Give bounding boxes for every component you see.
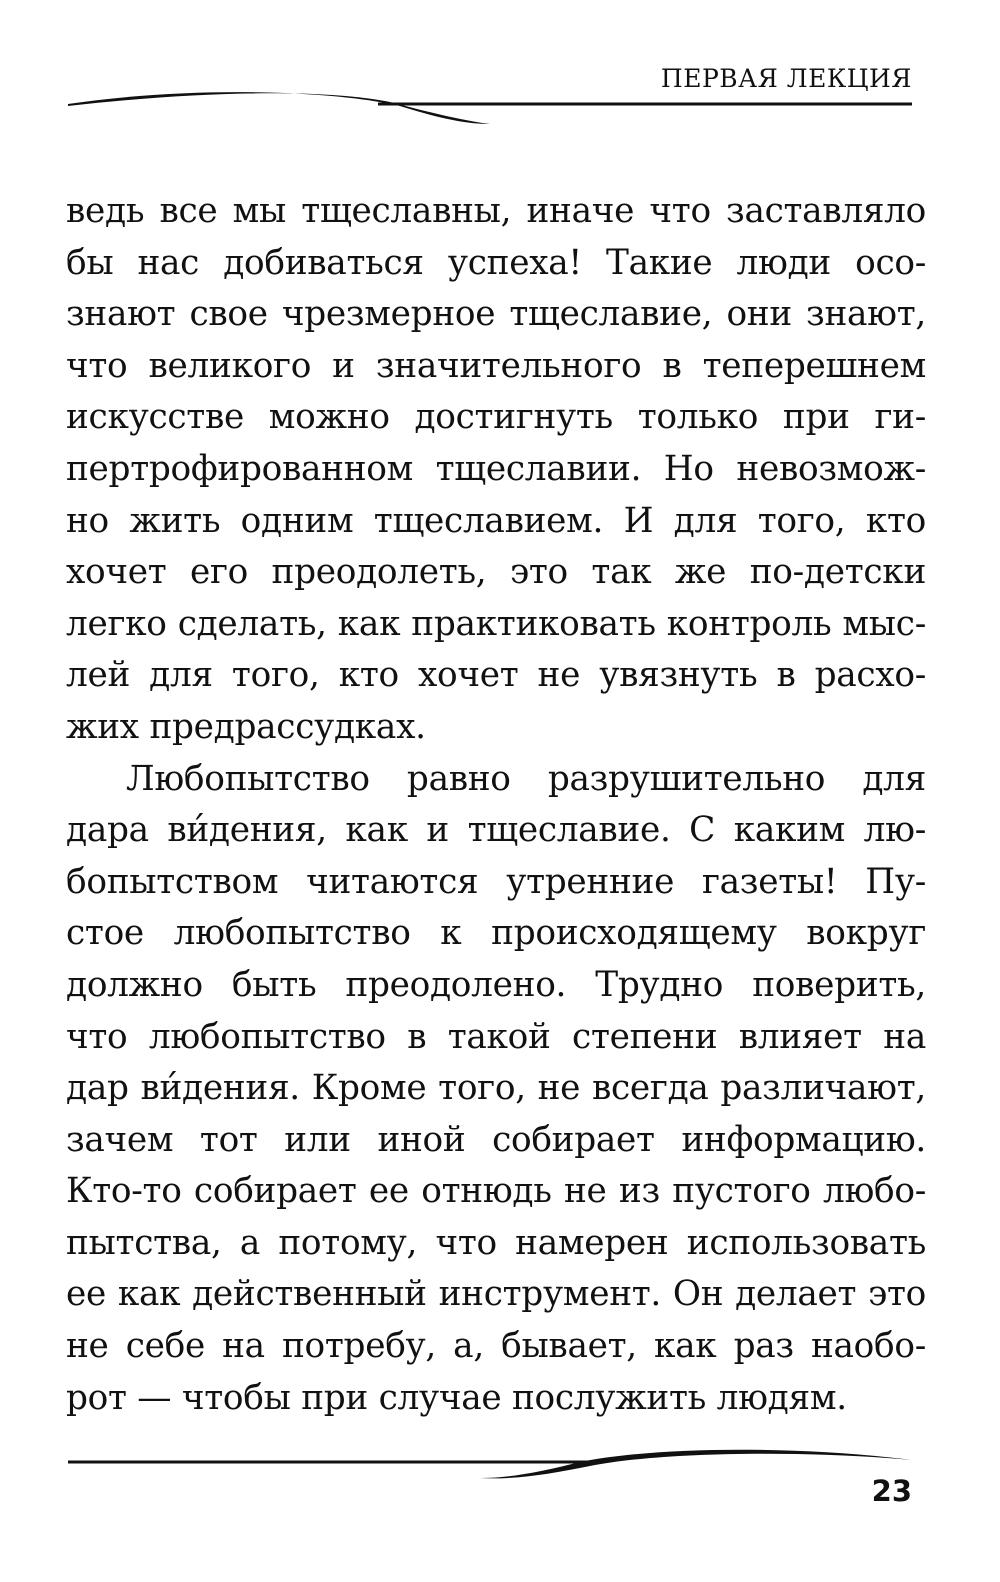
- text-line: знают свое чрезмерное тщеславие, они знают,: [66, 294, 926, 335]
- text-line: искусстве можно достигнуть только при ги-: [66, 397, 926, 438]
- text-line: легко сделать, как практиковать контроль мыс-: [66, 603, 926, 644]
- top-rule-swash: [68, 92, 490, 124]
- text-line: бопытством читаются утренние газеты! Пу-: [66, 861, 926, 902]
- text-line: что любопытство в такой степени влияет на: [66, 1016, 926, 1057]
- text-line: пертрофированном тщеславии. Но невозмож-: [66, 448, 926, 489]
- text-line: Любопытство равно разрушительно для: [126, 758, 926, 799]
- text-line: ведь все мы тщеславны, иначе что заставляло: [66, 191, 926, 231]
- paragraph-2: [66, 754, 926, 1425]
- text-line: что великого и значительного в теперешнем: [66, 345, 926, 386]
- top-ornamental-rule: [0, 84, 1000, 134]
- text-line: бы нас добиваться успеха! Такие люди осо-: [66, 242, 926, 283]
- text-line: жих предрассудках.: [66, 706, 426, 747]
- text-line: хочет его преодолеть, это так же по-детски: [66, 552, 926, 593]
- text-line: зачем тот или иной собирает информацию.: [66, 1119, 926, 1160]
- text-line: ее как действенный инструмент. Он делает это: [66, 1274, 926, 1315]
- text-line: должно быть преодолено. Трудно поверить,: [66, 964, 926, 1005]
- text-line: лей для того, кто хочет не увязнуть в расхо-: [66, 655, 926, 696]
- running-head: ПЕРВАЯ ЛЕКЦИЯ: [660, 64, 912, 93]
- body-text: [66, 186, 926, 1424]
- page-number: 23: [871, 1474, 912, 1508]
- paragraph-1: [66, 186, 926, 754]
- text-line: дар ви́дения. Кроме того, не всегда различают,: [66, 1068, 926, 1109]
- text-line: пытства, а потому, что намерен использовать: [66, 1222, 926, 1263]
- bottom-ornamental-rule: [0, 1442, 1000, 1486]
- text-line: не себе на потребу, а, бывает, как раз наобо-: [66, 1326, 926, 1367]
- text-line: но жить одним тщеславием. И для того, кто: [66, 500, 926, 541]
- text-line: дара ви́дения, как и тщеславие. С каким лю-: [66, 810, 926, 851]
- text-line: Кто-то собирает ее отнюдь не из пустого любо-: [66, 1171, 926, 1212]
- text-line: рот — чтобы при случае послужить людям.: [66, 1377, 847, 1418]
- text-line: стое любопытство к происходящему вокруг: [66, 913, 926, 954]
- bottom-rule-swash: [480, 1450, 912, 1479]
